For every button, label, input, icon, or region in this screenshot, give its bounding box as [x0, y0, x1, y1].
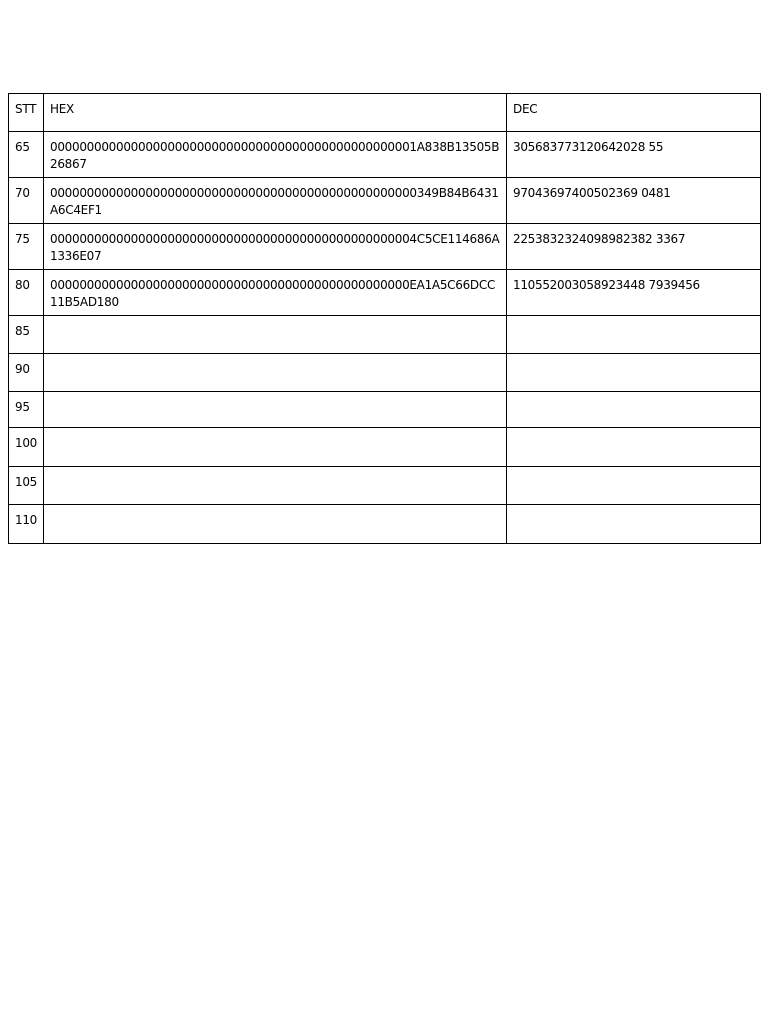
- table-row: [9, 505, 761, 544]
- cell-dec: 2253832324098982382 3367: [507, 224, 761, 270]
- cell-dec: 97043697400502369 0481: [507, 178, 761, 224]
- cell-dec: [507, 505, 761, 544]
- header-stt: STT: [9, 94, 44, 132]
- table-row: [9, 354, 761, 392]
- cell-hex: [44, 505, 507, 544]
- cell-stt: 80: [9, 270, 44, 316]
- cell-stt: 70: [9, 178, 44, 224]
- cell-stt: 100: [9, 428, 44, 467]
- cell-dec: [507, 316, 761, 354]
- table-row: [9, 428, 761, 467]
- header-hex: HEX: [44, 94, 507, 132]
- cell-dec: [507, 354, 761, 392]
- cell-stt: 85: [9, 316, 44, 354]
- cell-stt: 105: [9, 467, 44, 505]
- table-row: [9, 270, 761, 316]
- header-dec: DEC: [507, 94, 761, 132]
- cell-hex: [44, 316, 507, 354]
- table-row: [9, 178, 761, 224]
- cell-hex: 00000000000000000000000000000000000000000000000000349B84B6431A6C4EF1: [44, 178, 507, 224]
- cell-stt: 110: [9, 505, 44, 544]
- cell-hex: [44, 428, 507, 467]
- table-row: [9, 392, 761, 428]
- cell-dec: [507, 428, 761, 467]
- cell-hex: [44, 392, 507, 428]
- cell-stt: 65: [9, 132, 44, 178]
- cell-hex: 0000000000000000000000000000000000000000000000000EA1A5C66DCC11B5AD180: [44, 270, 507, 316]
- table-row: [9, 467, 761, 505]
- cell-hex: [44, 354, 507, 392]
- cell-hex: 00000000000000000000000000000000000000000000000004C5CE114686A1336E07: [44, 224, 507, 270]
- cell-dec: [507, 392, 761, 428]
- data-table: [8, 93, 761, 544]
- cell-hex: [44, 467, 507, 505]
- cell-stt: 90: [9, 354, 44, 392]
- cell-dec: 305683773120642028 55: [507, 132, 761, 178]
- cell-stt: 75: [9, 224, 44, 270]
- table-row: [9, 132, 761, 178]
- cell-hex: 00000000000000000000000000000000000000000000000001A838B13505B26867: [44, 132, 507, 178]
- cell-stt: 95: [9, 392, 44, 428]
- table-header-row: [9, 94, 761, 132]
- cell-dec: [507, 467, 761, 505]
- cell-dec: 110552003058923448 7939456: [507, 270, 761, 316]
- table-row: [9, 224, 761, 270]
- table-row: [9, 316, 761, 354]
